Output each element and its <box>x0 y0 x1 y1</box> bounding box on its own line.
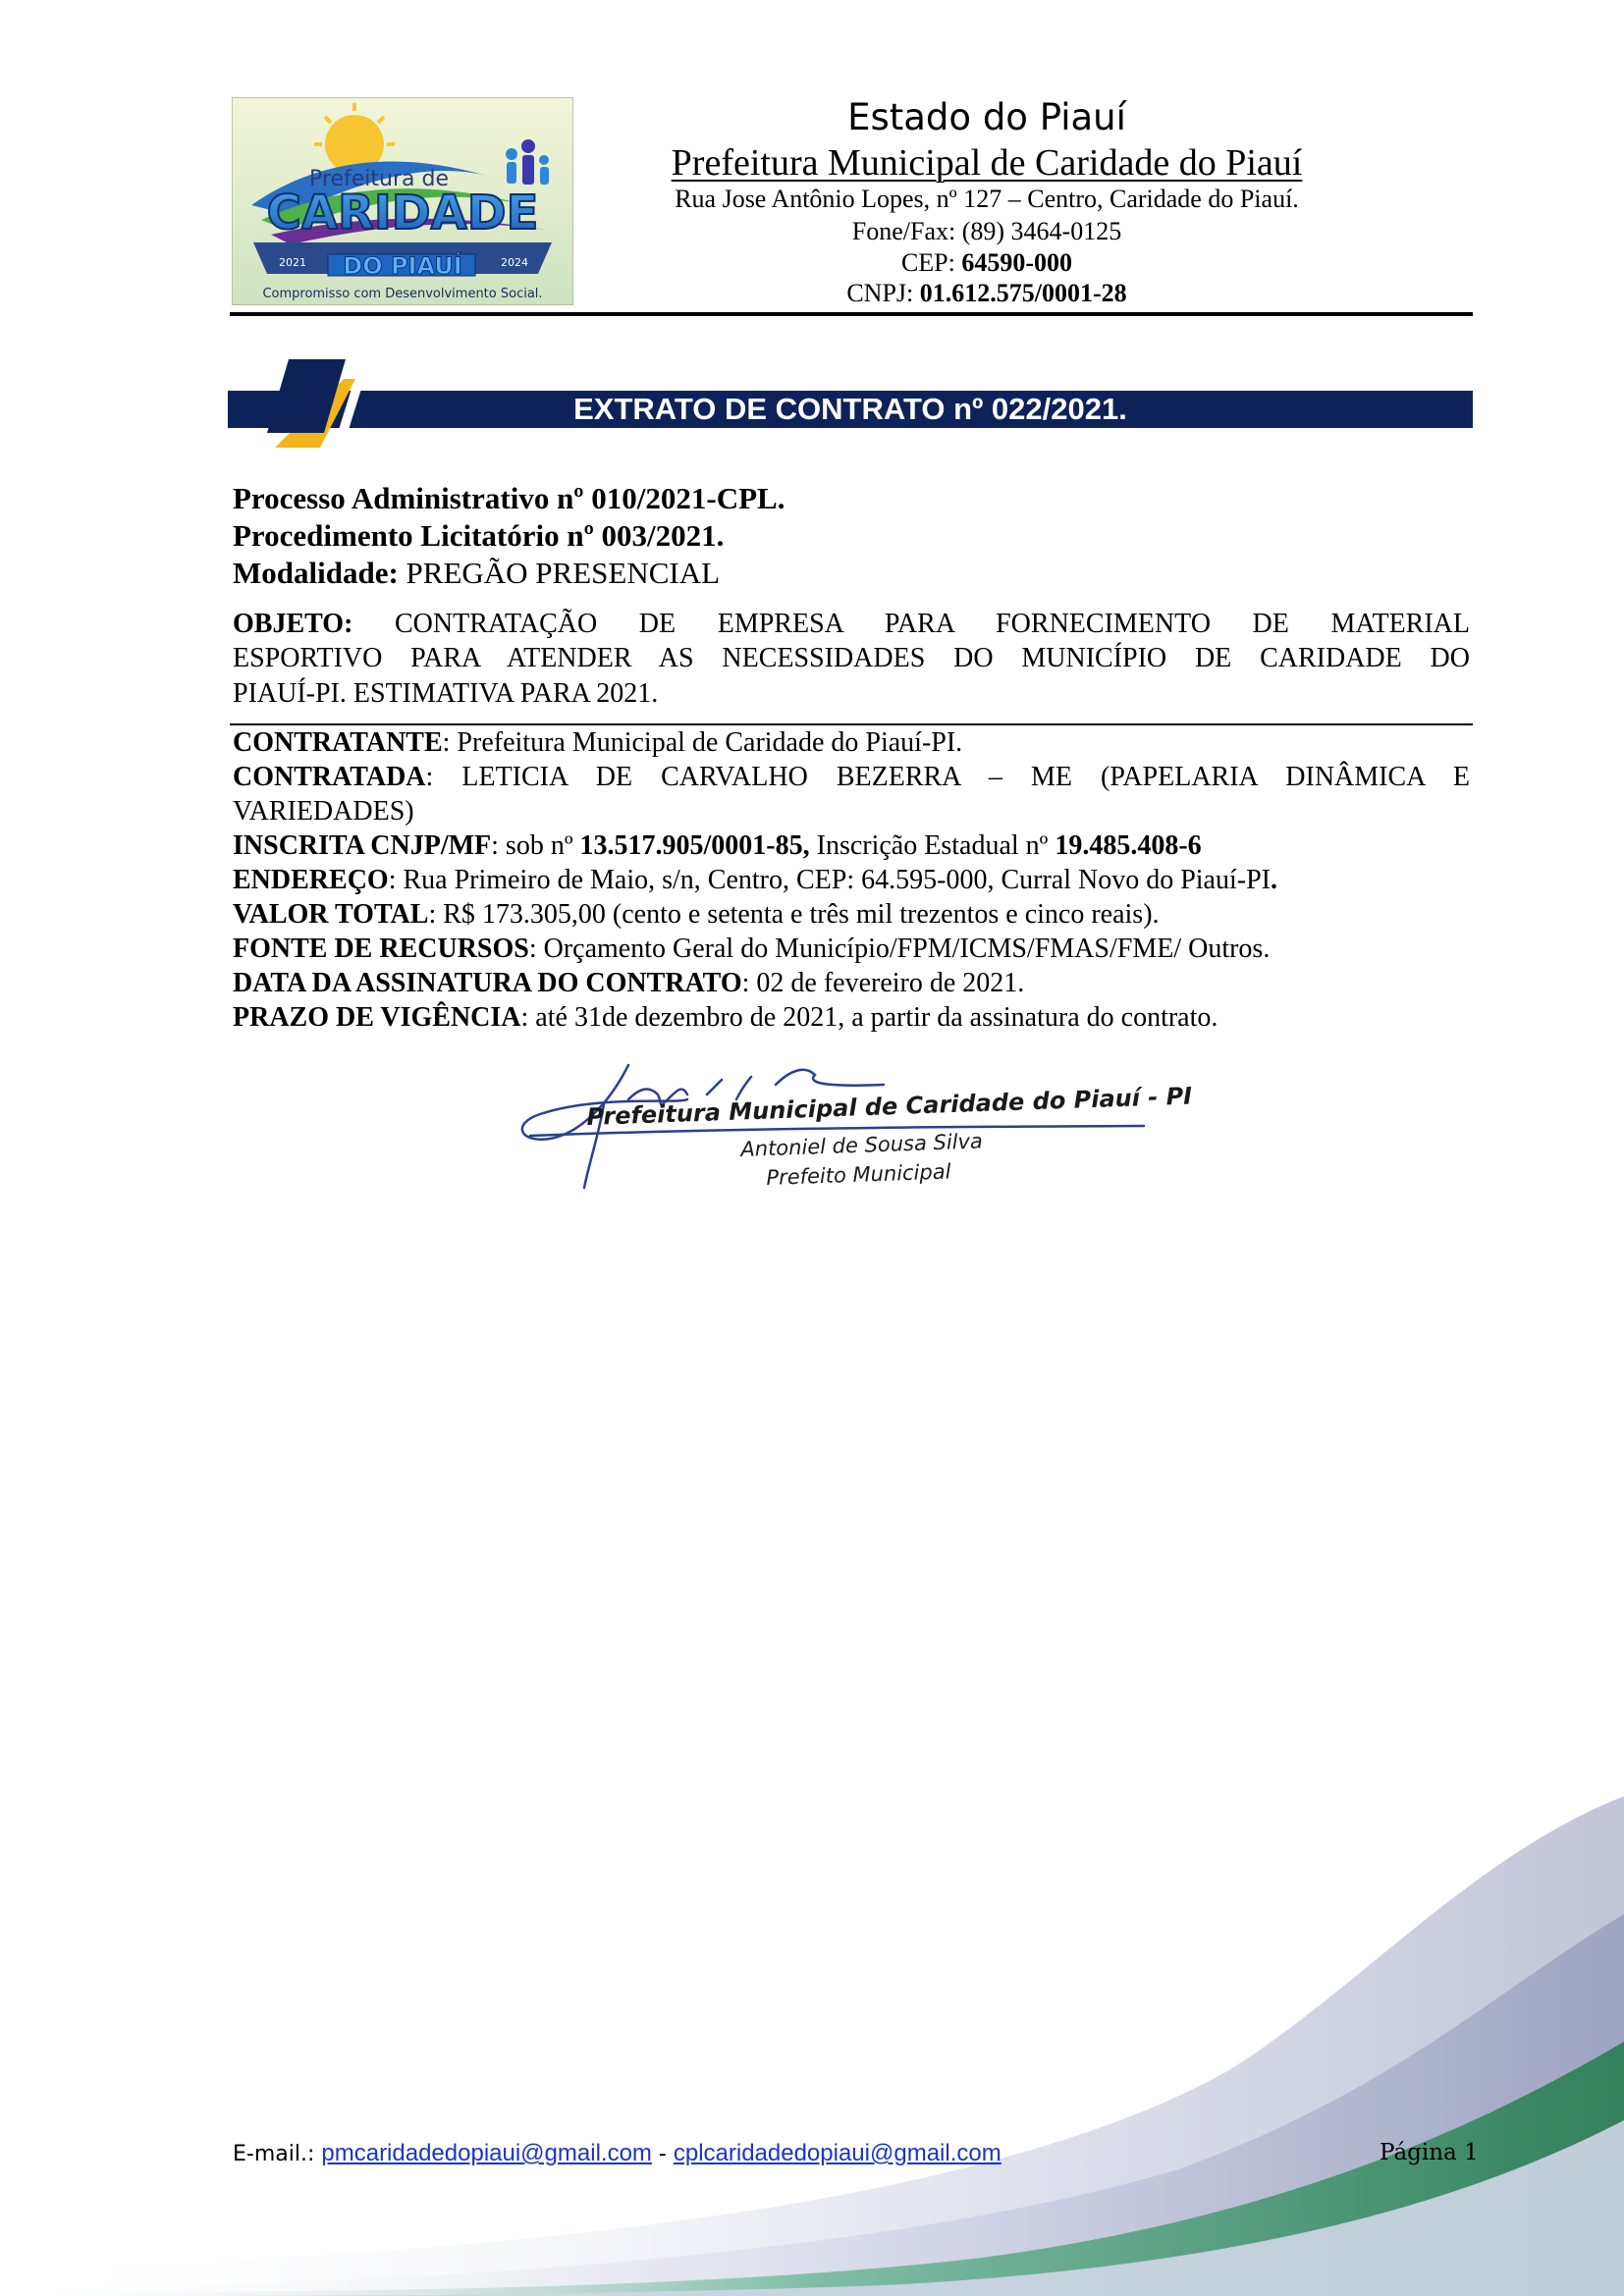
cep-label: CEP: <box>900 248 962 277</box>
object-line-2: ESPORTIVO PARA ATENDER AS NECESSIDADES DO MUNICÍPIO DE CARIDADE DO <box>233 643 1470 673</box>
header-cnpj <box>461 279 1512 308</box>
page-number: Página 1 <box>1380 2140 1479 2165</box>
section-divider <box>230 723 1473 725</box>
bidding-procedure: Procedimento Licitatório nº 003/2021. <box>233 518 725 553</box>
modality-value: PREGÃO PRESENCIAL <box>398 556 721 590</box>
email-separator: - <box>651 2142 674 2166</box>
object-line-3: PIAUÍ-PI. ESTIMATIVA PARA 2021. <box>233 678 659 709</box>
funding-row: FONTE DE RECURSOS: Orçamento Geral do Município/FPM/ICMS/FMAS/FME/ Outros. <box>233 934 1271 964</box>
contracted-row-cont: VARIEDADES) <box>233 796 414 827</box>
address-row: ENDEREÇO: Rua Primeiro de Maio, s/n, Centro, CEP: 64.595-000, Curral Novo do Piauí-PI. <box>233 865 1277 895</box>
registration-row: INSCRITA CNJP/MF: sob nº 13.517.905/0001-85, Inscrição Estadual nº 19.485.408-6 <box>233 830 1202 861</box>
municipality-name: Prefeitura Municipal de Caridade do Piauí <box>671 142 1303 184</box>
modality-label: Modalidade: <box>233 556 399 590</box>
svg-text:DO PIAUÍ: DO PIAUÍ <box>343 252 462 280</box>
contractor-row: CONTRATANTE: Prefeitura Municipal de Caridade do Piauí-PI. <box>233 727 963 758</box>
footer-swoosh <box>0 1796 1624 2296</box>
email-link-cpl[interactable]: cplcaridadedopiaui@gmail.com <box>673 2140 1001 2166</box>
header-phone: Fone/Fax: (89) 3464-0125 <box>851 217 1122 245</box>
svg-text:Prefeitura de: Prefeitura de <box>309 167 449 191</box>
svg-text:2024: 2024 <box>501 256 528 269</box>
term-row: PRAZO DE VIGÊNCIA: até 31de dezembro de 2021, a partir da assinatura do contrato. <box>233 1002 1218 1033</box>
administrative-process: Processo Administrativo nº 010/2021-CPL. <box>233 481 785 515</box>
svg-text:Compromisso com Desenvolviment: Compromisso com Desenvolvimento Social. <box>262 287 543 301</box>
object-label: OBJETO: <box>233 609 353 639</box>
footer-contact <box>233 2140 1001 2167</box>
signature-date-row: DATA DA ASSINATURA DO CONTRATO: 02 de fevereiro de 2021. <box>233 968 1025 998</box>
signature-name: Antoniel de Sousa Silva <box>740 1129 984 1161</box>
modality <box>233 556 720 591</box>
contracted-row: CONTRATADA: LETICIA DE CARVALHO BEZERRA – ME (PAPELARIA DINÂMICA E <box>233 762 1470 792</box>
header-address: Rua Jose Antônio Lopes, nº 127 – Centro, Caridade do Piauí. <box>675 185 1299 213</box>
cnpj-value: 01.612.575/0001-28 <box>919 279 1127 307</box>
document-title: EXTRATO DE CONTRATO nº 022/2021. <box>573 392 1127 426</box>
email-link-pm[interactable]: pmcaridadedopiaui@gmail.com <box>321 2140 652 2166</box>
total-value-row: VALOR TOTAL: R$ 173.305,00 (cento e setenta e três mil trezentos e cinco reais). <box>233 899 1160 930</box>
object-line-1: OBJETO: CONTRATAÇÃO DE EMPRESA PARA FORNECIMENTO DE MATERIAL <box>233 609 1470 639</box>
email-label: E-mail.: <box>233 2142 322 2166</box>
signature-role: Prefeito Municipal <box>766 1159 951 1190</box>
header-cep <box>461 248 1512 278</box>
svg-text:2021: 2021 <box>279 256 306 269</box>
header-divider <box>230 312 1473 316</box>
state-name: Estado do Piauí <box>847 96 1126 138</box>
cep-value: 64590-000 <box>961 248 1073 277</box>
signature-organization: Prefeitura Municipal de Caridade do Piauí - PI <box>586 1082 1193 1131</box>
svg-text:CARIDADE: CARIDADE <box>266 186 539 240</box>
cnpj-label: CNPJ: <box>846 279 920 307</box>
